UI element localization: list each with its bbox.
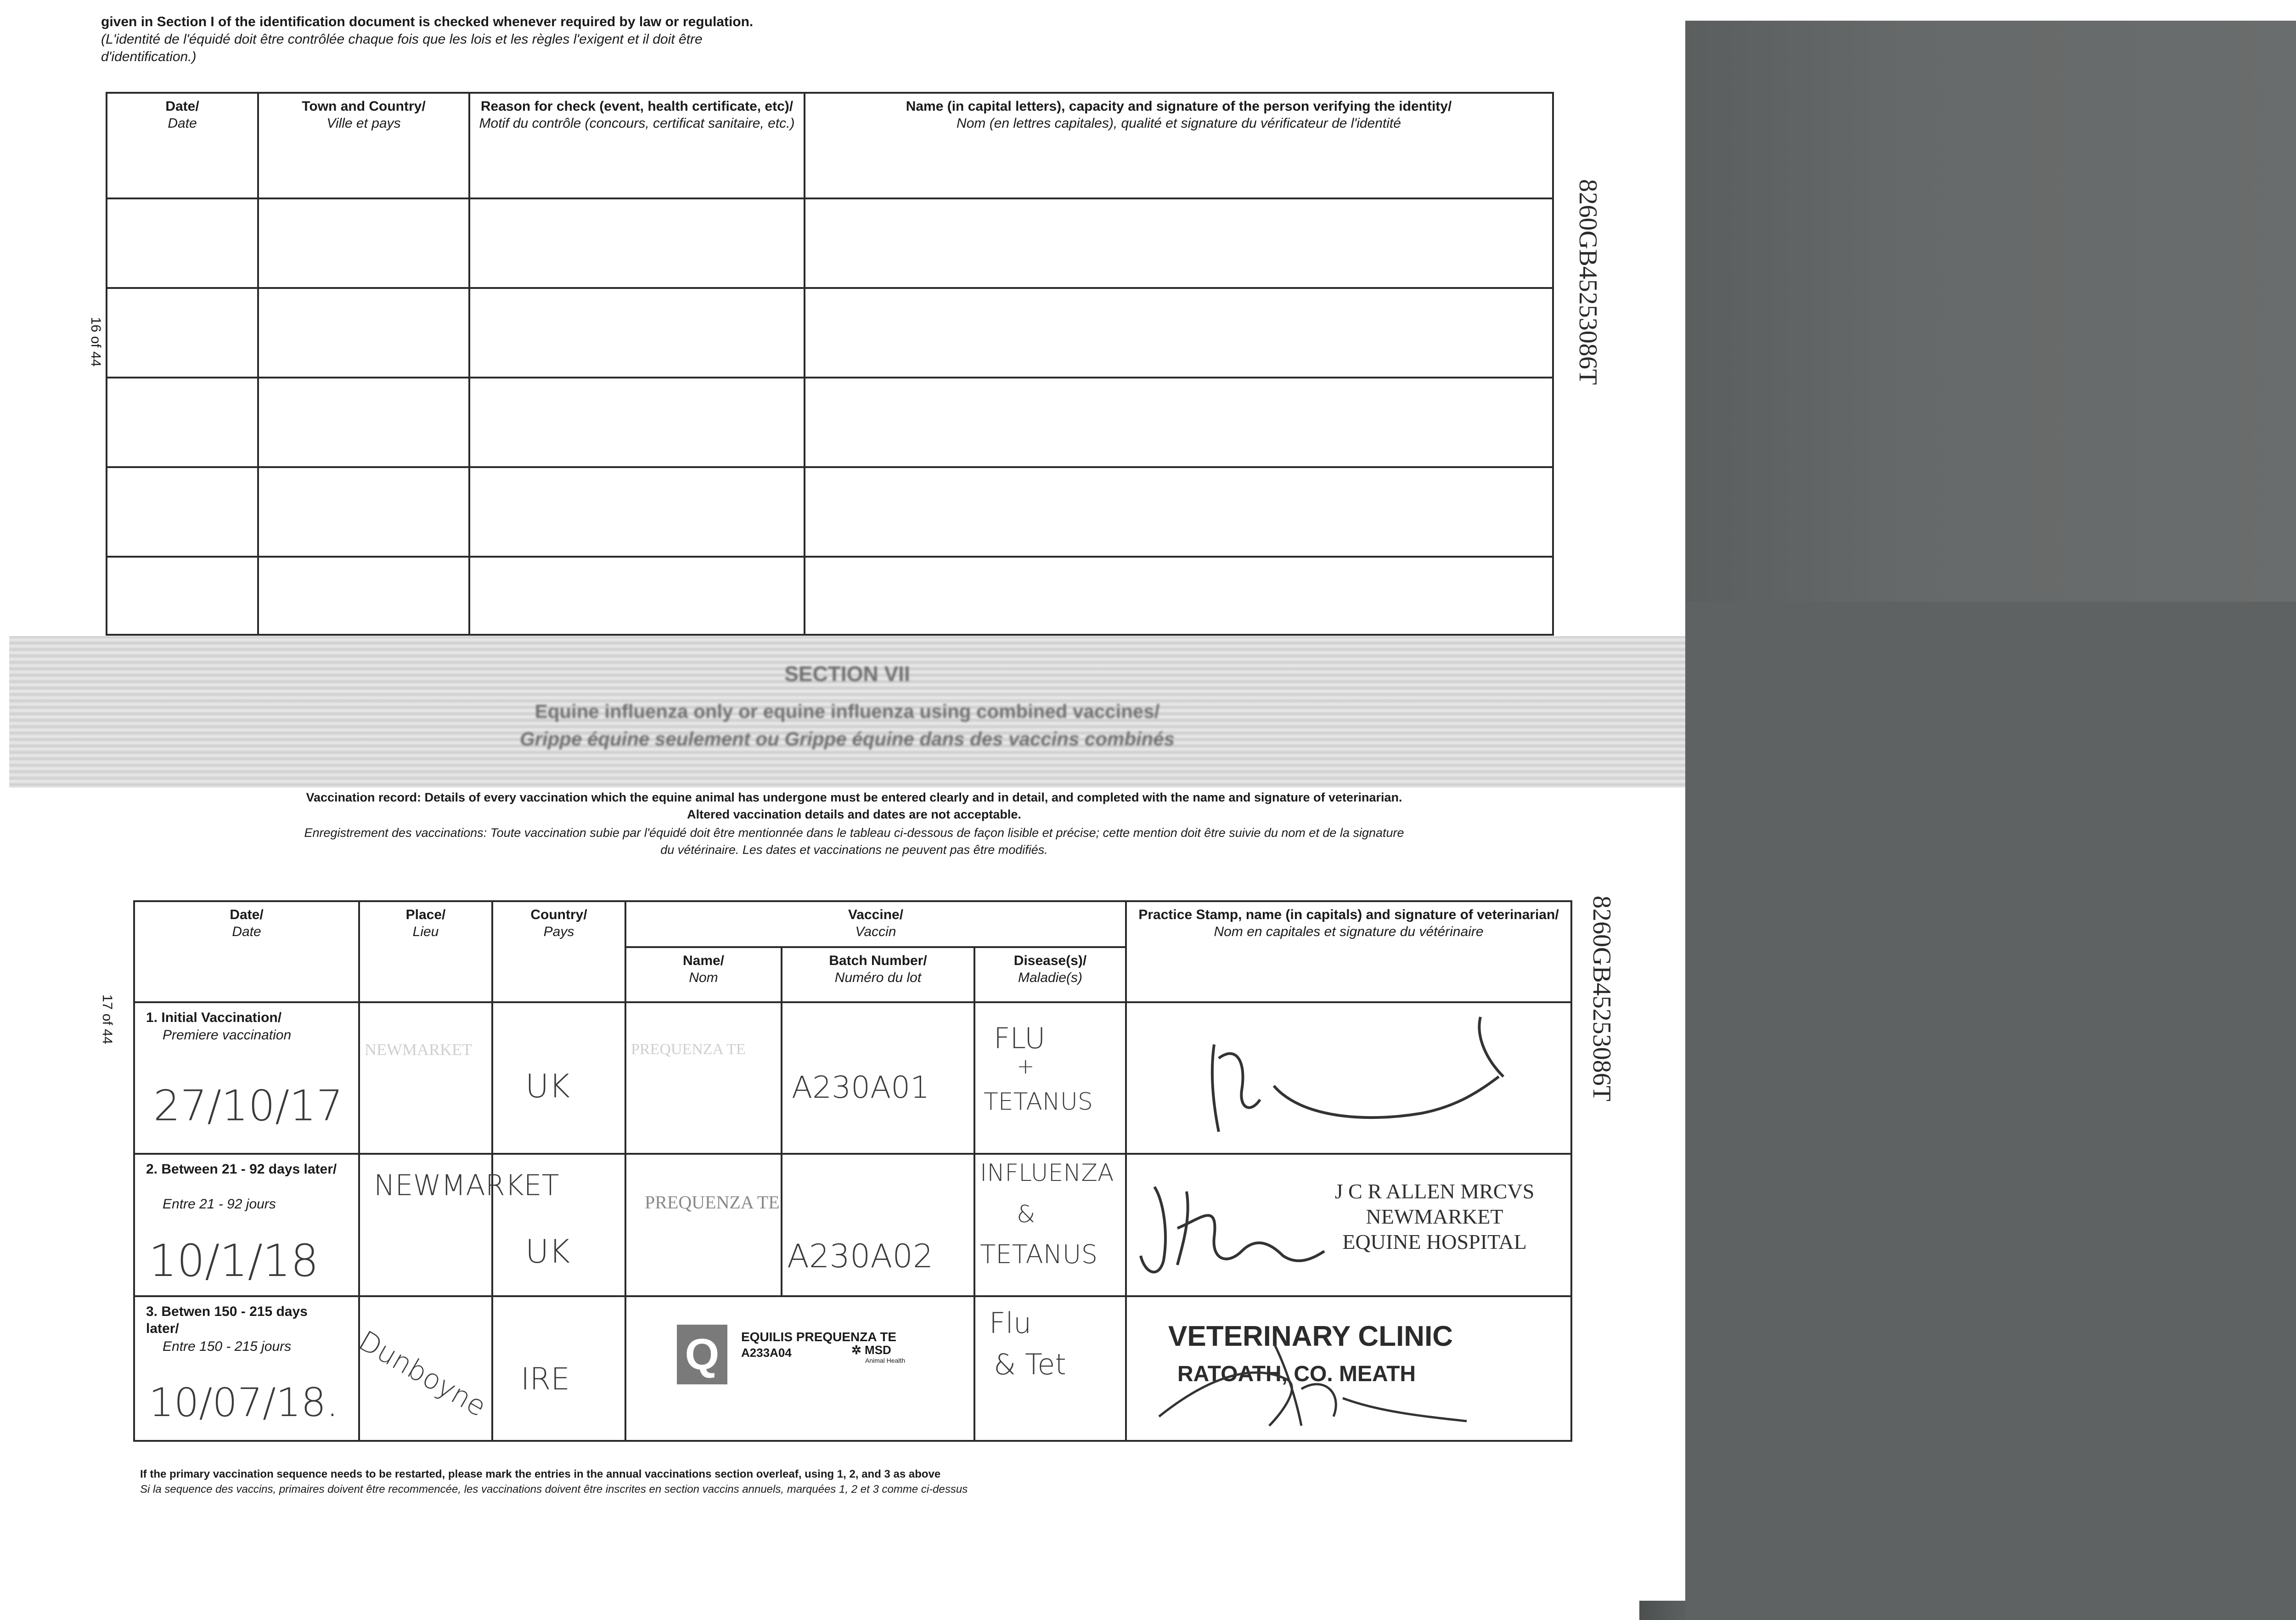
- batch-value: A230A02: [787, 1237, 934, 1275]
- country-cell: [492, 1002, 625, 1154]
- vet-stamp-line-1: J C R ALLEN MRCVS: [1334, 1180, 1535, 1203]
- date-cell: 1. Initial Vaccination/ Premiere vaccination 27/10/17: [134, 1002, 359, 1154]
- table-cell: [469, 198, 805, 288]
- header-verifier: Name (in capital letters), capacity and signature of the person verifying the identity/ Nom (en lettres capitales), qualité et signature du vérificateur de l'identité: [805, 93, 1553, 198]
- date-cell: 3. Betwen 150 - 215 days later/ Entre 150 - 215 jours 10/07/18.: [134, 1296, 359, 1441]
- table-row: [134, 1154, 1571, 1296]
- vet-signature-cell: [1126, 1002, 1571, 1154]
- date-cell: 2. Between 21 - 92 days later/ Entre 21 - 92 jours 10/1/18: [134, 1154, 359, 1296]
- place-cell: [359, 1002, 492, 1154]
- passport-number-top: 8260GB45253086T: [1574, 179, 1602, 385]
- table-cell: [258, 198, 469, 288]
- vaccination-date: 10/07/18.: [149, 1380, 339, 1426]
- table-cell: [258, 288, 469, 378]
- vaccination-table: [133, 900, 1572, 1442]
- passport-number-bottom: 8260GB45253086T: [1587, 896, 1616, 1101]
- table-cell: [805, 288, 1553, 378]
- table-cell: [805, 198, 1553, 288]
- table-cell: [469, 378, 805, 467]
- place-value: Dunboyne: [353, 1325, 492, 1423]
- section-title: SECTION VII: [784, 662, 910, 686]
- vet-stamp-line-3: EQUINE HOSPITAL: [1342, 1230, 1527, 1253]
- vet-signature-cell: [1126, 1296, 1571, 1441]
- record-en-2: Altered vaccination details and dates are not acceptable.: [687, 807, 1021, 821]
- header-reason: Reason for check (event, health certificate, etc)/ Motif du contrôle (concours, certificat sanitaire, etc.): [469, 93, 805, 198]
- header-date: Date/ Date: [134, 901, 359, 1002]
- record-fr-2: du vétérinaire. Les dates et vaccinations ne peuvent pas être modifiés.: [660, 843, 1048, 857]
- vaccine-name-value: PREQUENZA TE: [645, 1192, 780, 1213]
- header-disease: Disease(s)/ Maladie(s): [974, 947, 1126, 1002]
- vaccine-label-cell: [625, 1296, 974, 1441]
- disease-cell: INFLUENZA & TETANUS: [974, 1154, 1126, 1296]
- vet-stamp-line-2: NEWMARKET: [1366, 1205, 1503, 1228]
- msd-logo-text: ✲ MSD: [851, 1343, 891, 1357]
- footer-en: If the primary vaccination sequence needs to be restarted, please mark the entries in the annual vaccinations section overleaf, using 1, 2, and 3 as above: [140, 1468, 941, 1480]
- place-value: NEWMARKET: [374, 1168, 559, 1202]
- vaccination-date: 10/1/18: [149, 1235, 319, 1287]
- record-fr-1: Enregistrement des vaccinations: Toute vaccination subie par l'équidé doit être mentionnée dans le tableau ci-dessous de façon lisible et précise; cette mention doit être suivie du nom et de la signature: [304, 826, 1404, 840]
- passport-cover-lower: [1685, 602, 2296, 1620]
- msd-icon: ✲: [851, 1343, 861, 1357]
- disease-cell: Flu & Tet: [974, 1296, 1126, 1441]
- vaccine-name-cell: [625, 1002, 782, 1154]
- header-country: Country/ Pays: [492, 901, 625, 1002]
- intro-line-3: d'identification.): [101, 49, 197, 64]
- table-cell: [107, 467, 258, 557]
- table-cell: [805, 378, 1553, 467]
- signature-scribble: [1150, 1325, 1471, 1435]
- table-cell: [258, 378, 469, 467]
- record-en-1: Vaccination record: Details of every vaccination which the equine animal has undergone must be entered clearly and in detail, and completed with the name and signature of veterinarian.: [306, 790, 1402, 804]
- clinic-stamp-line-2: RATOATH, CO. MEATH: [1177, 1362, 1416, 1386]
- header-place: Place/ Lieu: [359, 901, 492, 1002]
- country-cell: [492, 1296, 625, 1441]
- country-value: IRE: [521, 1361, 570, 1397]
- place-value: NEWMARKET: [365, 1040, 472, 1059]
- page-number-17: 17 of 44: [100, 994, 115, 1044]
- table-cell: [805, 467, 1553, 557]
- header-practice-stamp: Practice Stamp, name (in capitals) and signature of veterinarian/ Nom en capitales et signature du vétérinaire: [1126, 901, 1571, 1002]
- clinic-stamp-line-1: VETERINARY CLINIC: [1168, 1321, 1453, 1352]
- document-sheet: [9, 0, 1685, 1601]
- country-value: UK: [525, 1233, 570, 1270]
- vaccine-name-cell: [625, 1154, 782, 1296]
- footer-fr: Si la sequence des vaccins, primaires doivent être recommencée, les vaccinations doivent être inscrites en section vaccins annuels, marquées 1, 2 et 3 comme ci-dessus: [140, 1483, 968, 1496]
- country-value: UK: [525, 1067, 570, 1105]
- table-cell: [107, 557, 258, 635]
- table-cell: [469, 288, 805, 378]
- header-batch-number: Batch Number/ Numéro du lot: [782, 947, 974, 1002]
- header-date: Date/ Date: [107, 93, 258, 198]
- signature-scribble: [1182, 1008, 1531, 1146]
- intro-line-1: given in Section I of the identification document is checked whenever required by law or regulation.: [101, 14, 754, 29]
- table-cell: [805, 557, 1553, 635]
- page-number-16: 16 of 44: [88, 317, 103, 367]
- place-cell: [353, 1296, 492, 1441]
- batch-cell: [782, 1002, 974, 1154]
- batch-value: A230A01: [792, 1070, 930, 1105]
- table-cell: [258, 557, 469, 635]
- table-cell: [258, 467, 469, 557]
- table-cell: [107, 378, 258, 467]
- vaccine-logo: Q: [677, 1325, 727, 1384]
- batch-cell: [782, 1154, 974, 1296]
- section-subtitle-en: Equine influenza only or equine influenza using combined vaccines/: [535, 700, 1160, 722]
- disease-cell: FLU + TETANUS: [974, 1002, 1126, 1154]
- table-row: [134, 1002, 1571, 1154]
- header-town: Town and Country/ Ville et pays: [258, 93, 469, 198]
- msd-sub-text: Animal Health: [865, 1357, 906, 1364]
- vaccine-label-batch: A233A04: [741, 1346, 792, 1360]
- header-vaccine: Vaccine/ Vaccin: [625, 901, 1126, 947]
- vet-signature-cell: [1126, 1154, 1571, 1296]
- vaccine-label-name: EQUILIS PREQUENZA TE: [741, 1330, 897, 1344]
- table-cell: [107, 288, 258, 378]
- identity-check-table: [106, 92, 1554, 636]
- table-cell: [469, 557, 805, 635]
- table-row: [134, 1296, 1571, 1441]
- table-cell: [469, 467, 805, 557]
- vaccination-date: 27/10/17: [153, 1081, 343, 1130]
- country-cell: [492, 1154, 625, 1296]
- vaccine-name-value: PREQUENZA TE: [631, 1041, 746, 1058]
- table-cell: [107, 198, 258, 288]
- header-vaccine-name: Name/ Nom: [625, 947, 782, 1002]
- section-subtitle-fr: Grippe équine seulement ou Grippe équine dans des vaccins combinés: [519, 728, 1175, 750]
- signature-scribble: [1136, 1173, 1329, 1288]
- intro-line-2: (L'identité de l'équidé doit être contrôlée chaque fois que les lois et les règles l'exigent et il doit être: [101, 32, 703, 47]
